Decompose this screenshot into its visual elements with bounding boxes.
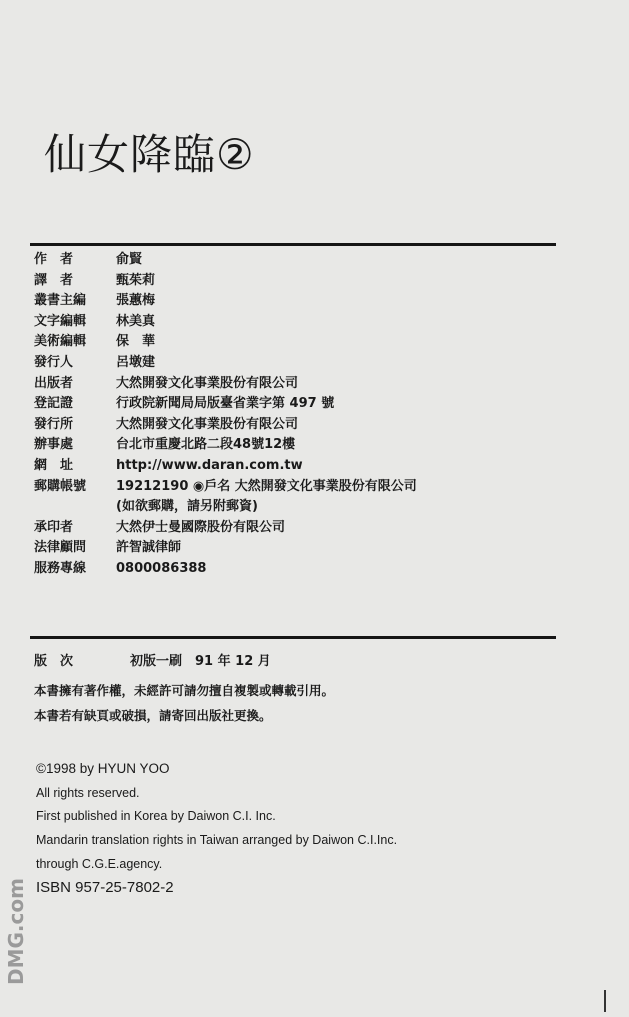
credit-row <box>34 497 417 518</box>
agency-line: through C.G.E.agency. <box>36 857 163 871</box>
credit-label: 美術編輯 <box>34 334 87 350</box>
credit-row <box>34 415 417 436</box>
credit-label: 發行人 <box>34 354 74 370</box>
credit-row <box>34 518 417 539</box>
credit-row <box>34 332 417 353</box>
credit-label: 服務專線 <box>34 560 87 576</box>
credit-value: 甄茱莉 <box>116 272 156 288</box>
watermark-logo: DMG.com <box>4 878 28 985</box>
credit-value: 呂墩建 <box>116 354 156 370</box>
credit-row <box>34 477 417 498</box>
credit-label: 網 址 <box>34 457 74 473</box>
credit-row <box>34 353 417 374</box>
credit-row <box>34 271 417 292</box>
credit-label: 登記證 <box>34 396 74 412</box>
translation-rights-line: Mandarin translation rights in Taiwan arranged by Daiwon C.I.Inc. <box>36 833 398 847</box>
defect-notice: 本書若有缺頁或破損，請寄回出版社更換。 <box>34 708 272 723</box>
credit-value: 俞賢 <box>116 252 143 267</box>
rights-line: All rights reserved. <box>36 786 140 800</box>
credit-value: 台北市重慶北路二段48號12樓 <box>116 437 296 453</box>
credit-row <box>34 291 417 312</box>
credit-row <box>34 538 417 559</box>
credit-value: (如欲郵購，請另附郵資) <box>116 499 258 515</box>
credit-row <box>34 374 417 395</box>
edition-row <box>34 650 271 669</box>
credit-value: 張蕙梅 <box>116 293 156 309</box>
credit-label: 譯 者 <box>34 272 74 288</box>
book-title: 仙女降臨② <box>44 130 255 179</box>
credit-value: 大然開發文化事業股份有限公司 <box>116 375 299 391</box>
credit-label: 法律顧問 <box>34 540 87 556</box>
credit-value: 大然伊士曼國際股份有限公司 <box>116 519 286 535</box>
middle-rule <box>30 636 556 639</box>
credit-label: 發行所 <box>34 416 74 432</box>
credit-value: 林美真 <box>116 313 156 329</box>
credit-value: 保 華 <box>116 334 156 350</box>
credit-row <box>34 312 417 333</box>
credit-row <box>34 435 417 456</box>
copyright-notice: 本書擁有著作權，未經許可請勿擅自複製或轉載引用。 <box>34 683 335 698</box>
credit-label: 辦事處 <box>34 437 74 453</box>
top-rule <box>30 243 556 246</box>
credit-value: http://www.daran.com.tw <box>116 457 303 473</box>
edition-value: 初版一刷 91 年 12 月 <box>130 654 271 669</box>
credit-label: 出版者 <box>34 375 74 391</box>
credit-row <box>34 250 417 271</box>
credit-label: 作 者 <box>34 252 74 267</box>
credit-label <box>34 497 116 518</box>
first-published-line: First published in Korea by Daiwon C.I. Inc. <box>36 809 276 823</box>
credit-value: 19212190 ◉戶名 大然開發文化事業股份有限公司 <box>116 478 417 494</box>
credit-value: 行政院新聞局局版臺省業字第 497 號 <box>116 396 335 412</box>
credit-label: 承印者 <box>34 519 74 535</box>
page-edge-mark <box>604 990 606 1012</box>
credit-row <box>34 394 417 415</box>
credit-label: 郵購帳號 <box>34 478 87 494</box>
edition-label: 版 次 <box>34 654 74 669</box>
credit-row <box>34 456 417 477</box>
credit-label: 叢書主編 <box>34 293 87 309</box>
isbn: ISBN 957-25-7802-2 <box>36 879 174 896</box>
credit-value: 0800086388 <box>116 560 207 576</box>
credit-value: 大然開發文化事業股份有限公司 <box>116 416 299 432</box>
credit-row <box>34 559 417 580</box>
credit-value: 許智誠律師 <box>116 540 182 556</box>
credit-label: 文字編輯 <box>34 313 87 329</box>
copyright-line: ©1998 by HYUN YOO <box>36 761 170 776</box>
credits-list <box>34 250 417 580</box>
